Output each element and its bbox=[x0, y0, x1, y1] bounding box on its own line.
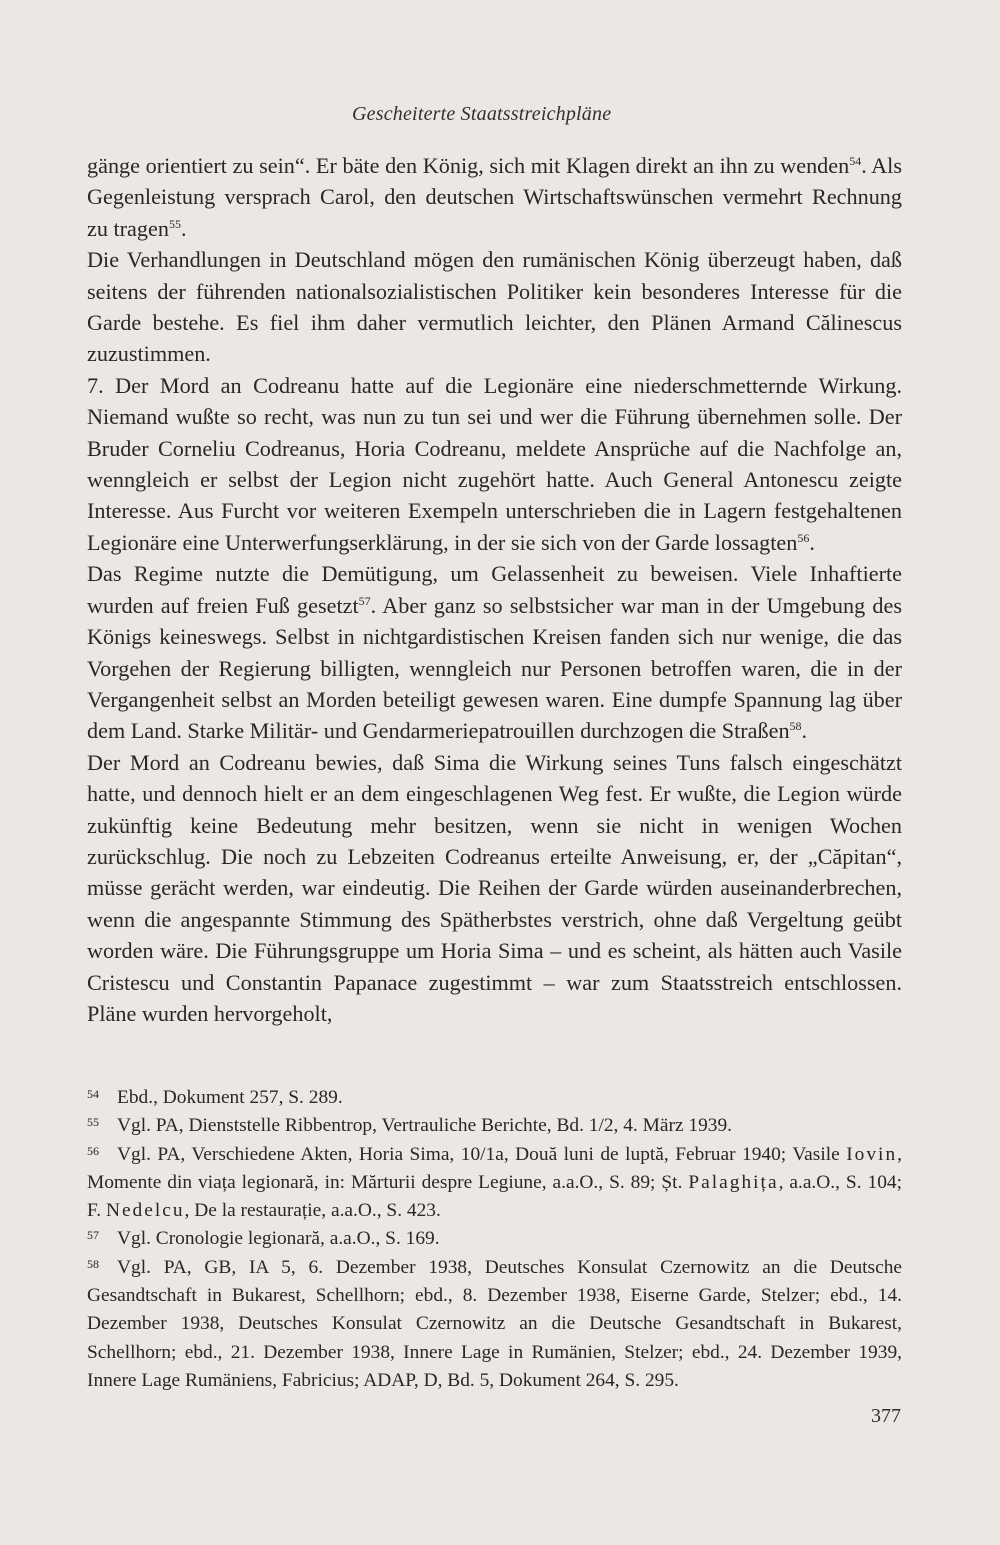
author-name: Nedelcu bbox=[105, 1200, 185, 1222]
footnote-ref[interactable]: 54 bbox=[849, 154, 862, 168]
footnote-ref[interactable]: 55 bbox=[168, 216, 181, 231]
footnote bbox=[87, 1225, 902, 1253]
footnote-number: 58 bbox=[87, 1256, 99, 1271]
main-text bbox=[87, 150, 902, 1029]
paragraph: Der Mord an Codreanu bewies, daß Sima die Wirkung seines Tuns falsch eingeschätzt hatte, und dennoch hielt er an dem eingeschlagenen Weg fest. Er wußte, die Legion würde zukünftig keine Bedeutung mehr besitzen, wenn sie nicht in wenigen Wochen zurückschlug. Die noch zu Lebzeiten Codreanus erteilte Anweisung, er, der „Căpitan“, müsse gerächt werden, war eindeutig. Die Reihen der Garde würden auseinanderbrechen, wenn die angespannte Stimmung des Spätherbstes verstrich, ohne daß Vergeltung geübt worden wäre. Die Führungsgruppe um Horia Sima – und es scheint, als hätten auch Vasile Cristescu und Constantin Papanace zugestimmt – war zum Staatsstreich entschlossen. Pläne wurden hervorgeholt, bbox=[87, 749, 902, 1026]
footnote-number: 55 bbox=[87, 1115, 99, 1130]
paragraph: Das Regime nutzte die Demütigung, um Gelassenheit zu beweisen. Viele Inhaftierte wurden auf freien Fuß gesetzt$^{57}$. Aber ganz so selbstsicher war man in der Umgebung des Königs keineswegs. Selbst in nichtgardistischen Kreisen fanden sich nur wenige, die das Vorgehen der Regierung billigten, wenngleich nur Personen betroffen waren, die in der Vergangenheit selbst an Morden beteiligt gewesen waren. Eine dumpfe Spannung lag über dem Land. Starke Militär- und Gendarmeriepatrouillen durchzogen die Straßen$^{58}$. bbox=[87, 561, 902, 744]
author-name: Iovin bbox=[846, 1143, 898, 1165]
footnote bbox=[87, 1112, 902, 1140]
footnote bbox=[87, 1084, 902, 1112]
paragraph: gänge orientiert zu sein“. Er bäte den König, sich mit Klagen direkt an ihn zu wenden$^{54}$. Als Gegenleistung versprach Carol, den deutschen Wirtschaftswünschen vermehrt Rechnung zu tragen$^{55}$. bbox=[87, 153, 902, 241]
running-head: Gescheiterte Staatsstreichpläne bbox=[352, 103, 612, 125]
footnote-number: 54 bbox=[87, 1087, 99, 1101]
footnote-text: Vgl. PA, GB, IA 5, 6. Dezember 1938, Deutsches Konsulat Czernowitz an die Deutsche Gesandtschaft in Bukarest, Schellhorn; ebd., 8. Dezember 1938, Eiserne Garde, Stelzer; ebd., 14. Dezember 1938, Deutsches Konsulat Czernowitz an die Deutsche Gesandtschaft in Bukarest, Schellhorn; ebd., 21. Dezember 1938, Innere Lage in Rumänien, Stelzer; ebd., 24. Dezember 1939, Innere Lage Rumäniens, Fabricius; ADAP, D, Bd. 5, Dokument 264, S. 295. bbox=[87, 1256, 902, 1391]
footnote-ref[interactable]: 57 bbox=[358, 593, 371, 608]
footnote-ref[interactable]: 58 bbox=[789, 719, 802, 734]
footnote: 56 Vgl. PA, Verschiedene Akten, Horia Sima, 10/1a, Două luni de luptă, Februar 1940; Vasile Iovin, Momente din viața legionară, in: Mărturii despre Legiune, a.a.O., S. 89; Șt. Palaghița, a.a.O., S. 104; F. Nedelcu, De la restaurație, a.a.O., S. 423. bbox=[87, 1141, 902, 1226]
paragraph: 7. Der Mord an Codreanu hatte auf die Legionäre eine niederschmetternde Wirkung. Niemand wußte so recht, was nun zu tun sei und wer die Führung übernehmen solle. Der Bruder Corneliu Codreanus, Horia Codreanu, meldete Ansprüche auf die Nachfolge an, wenngleich er selbst der Legion nicht zugehört hatte. Auch General Antonescu zeigte Interesse. Aus Furcht vor weiteren Exempeln unterschrieben die in Lagern festgehaltenen Legionäre eine Unterwerfungserklärung, in der sie sich von der Garde lossagten$^{56}$. bbox=[87, 372, 902, 555]
footnote-number: 56 bbox=[87, 1143, 99, 1158]
author-name: Palaghița bbox=[688, 1171, 779, 1193]
footnote-text: Vgl. PA, Dienststelle Ribbentrop, Vertrauliche Berichte, Bd. 1/2, 4. März 1939. bbox=[117, 1115, 733, 1137]
footnote-text: Ebd., Dokument 257, S. 289. bbox=[117, 1087, 343, 1108]
page-number: 377 bbox=[871, 1405, 901, 1427]
footnote-text: Vgl. Cronologie legionară, a.a.O., S. 169. bbox=[117, 1228, 440, 1250]
paragraph: Die Verhandlungen in Deutschland mögen den rumänischen König überzeugt haben, daß seitens der führenden nationalsozialistischen Politiker kein besonderes Interesse für die Garde bestehe. Es fiel ihm daher vermutlich leichter, den Plänen Armand Călinescus zuzustimmen. bbox=[87, 247, 902, 367]
footnotes bbox=[87, 1084, 902, 1395]
footnote-ref[interactable]: 56 bbox=[797, 530, 810, 545]
footnote bbox=[87, 1254, 902, 1395]
footnote-number: 57 bbox=[87, 1228, 99, 1243]
